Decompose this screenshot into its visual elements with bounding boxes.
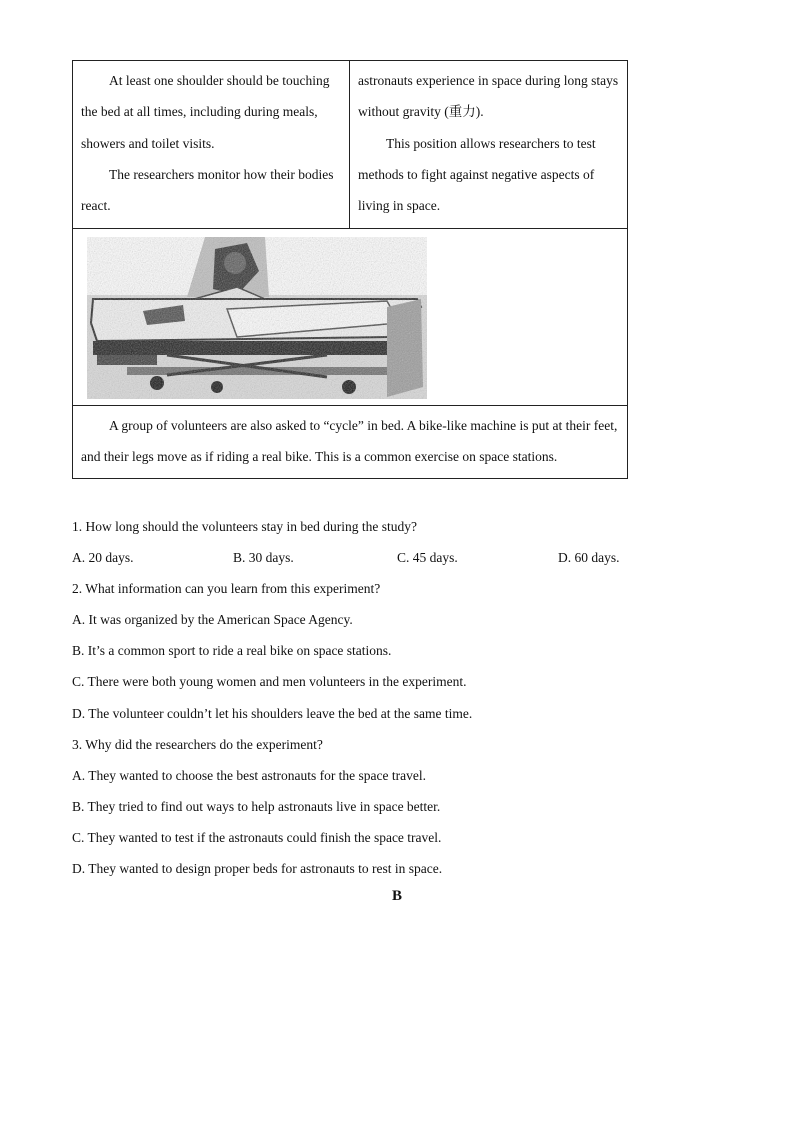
section-heading: B	[391, 888, 402, 904]
option-b: B. They tried to find out ways to help astronauts live in space better.	[72, 798, 441, 814]
bed-rest-photo	[87, 237, 427, 399]
paragraph: At least one shoulder should be touching the bed at all times, including during meals, showers and toilet visits.	[81, 73, 330, 151]
question-stem: 2. What information can you learn from this experiment?	[72, 581, 381, 597]
question-stem: 3. Why did the researchers do the experiment?	[72, 736, 323, 752]
option-a: A. 20 days.	[72, 550, 134, 566]
option-d: D. The volunteer couldn’t let his shoulders leave the bed at the same time.	[72, 705, 473, 721]
option-d: D. They wanted to design proper beds for astronauts to rest in space.	[72, 861, 443, 877]
question-stem: 1. How long should the volunteers stay in bed during the study?	[72, 519, 417, 534]
options-row	[72, 542, 632, 573]
option-c: C. 45 days.	[397, 550, 458, 566]
option-c: C. They wanted to test if the astronauts could finish the space travel.	[72, 829, 442, 845]
passage-right-cell	[350, 61, 627, 228]
option-a: A. They wanted to choose the best astronauts for the space travel.	[72, 767, 427, 783]
passage-text-row	[73, 61, 627, 229]
paragraph: astronauts experience in space during long stays without gravity (重力).	[358, 73, 619, 120]
option-b: B. It’s a common sport to ride a real bike on space stations.	[72, 643, 392, 659]
paragraph: This position allows researchers to test methods to fight against negative aspects of living in space.	[358, 135, 596, 214]
option-d: D. 60 days.	[558, 550, 620, 566]
caption: A group of volunteers are also asked to “cycle” in bed. A bike-like machine is put at their feet, and their legs move as if riding a real bike. This is a common exercise on space stations.	[81, 418, 618, 465]
option-a: A. It was organized by the American Space Agency.	[72, 612, 353, 628]
passage-table	[72, 60, 628, 479]
photo-row	[73, 229, 627, 406]
option-c: C. There were both young women and men volunteers in the experiment.	[72, 674, 467, 690]
caption-row	[73, 406, 627, 478]
passage-left-cell	[73, 61, 350, 228]
questions	[72, 511, 632, 884]
option-b: B. 30 days.	[233, 550, 294, 566]
paragraph: The researchers monitor how their bodies react.	[81, 166, 334, 214]
